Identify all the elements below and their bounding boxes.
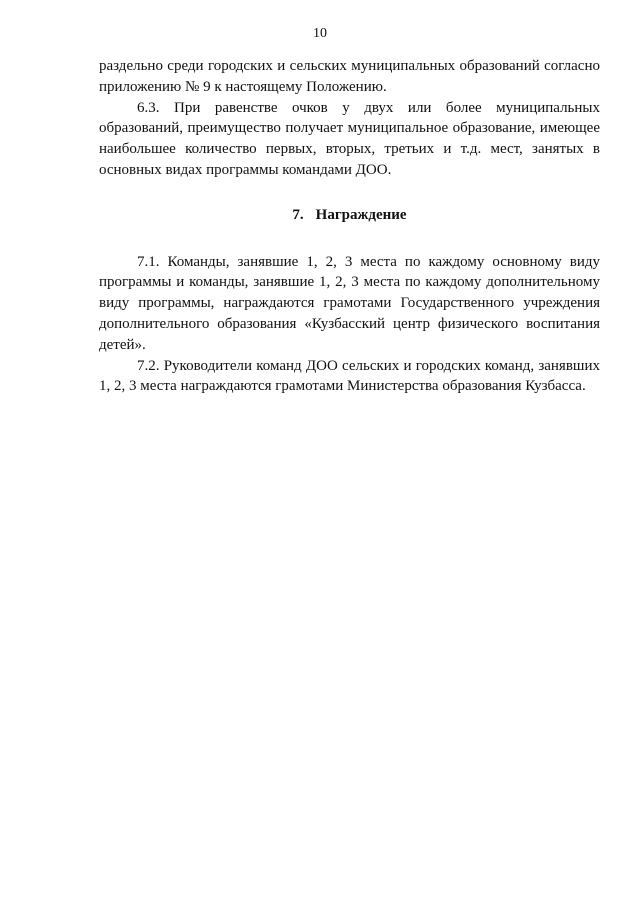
section-number: 7. [292, 206, 304, 223]
page-number: 10 [313, 26, 327, 41]
paragraph-continuation: раздельно среди городских и сельских муниципальных образований согласно приложению № 9 к настоящему Положению. [99, 58, 600, 95]
document-body [99, 56, 600, 397]
paragraph-7-2: 7.2. Руководители команд ДОО сельских и городских команд, занявших 1, 2, 3 места награждаются грамотами Министерства образования Кузбасса. [99, 357, 600, 395]
section-title: Награждение [315, 206, 407, 223]
paragraph-7-1: 7.1. Команды, занявшие 1, 2, 3 места по каждому основному виду программы и команды, занявшие 1, 2, 3 места по каждому дополнительному виду программы, награждаются грамотами Государственного учреждения дополнительного образования «Кузбасский центр физического воспитания детей». [99, 253, 600, 353]
paragraph-6-3: 6.3. При равенстве очков у двух или более муниципальных образований, преимущество получает муниципальное образование, имеющее наибольшее количество первых, вторых, третьих и т.д. мест, занятых в основных видах программы командами ДОО. [99, 99, 600, 178]
section-heading [99, 205, 600, 226]
